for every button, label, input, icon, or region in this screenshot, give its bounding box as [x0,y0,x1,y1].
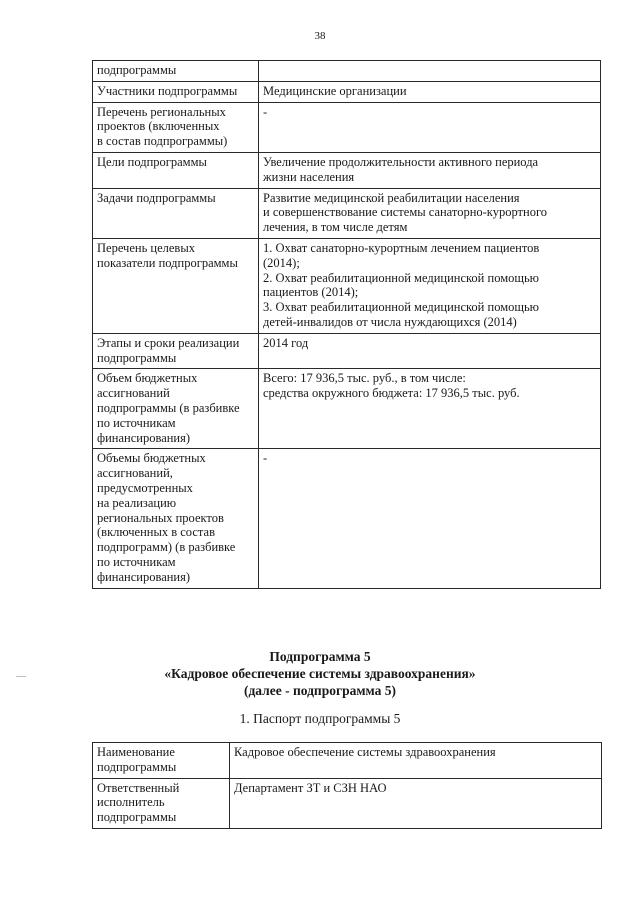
label-text-line: в состав подпрограммы) [97,134,228,149]
row-value-cell [259,188,601,238]
row-value-cell [259,81,601,102]
row-label-cell [93,333,259,369]
passport-title: 1. Паспорт подпрограммы 5 [239,711,401,726]
row-value-cell [230,778,602,828]
label-text-line: Перечень целевых [97,240,195,255]
value-text-line: Департамент ЗТ и СЗН НАО [234,780,387,795]
table-a-body [93,61,601,589]
label-text-line: по источникам [97,415,176,430]
row-label-cell [93,81,259,102]
row-label-cell [93,778,230,828]
heading-line: (далее - подпрограмма 5) [243,683,397,698]
value-text-line: средства окружного бюджета: 17 936,5 тыс. руб. [263,386,520,401]
table-row [93,333,601,369]
row-value-cell [259,102,601,152]
subprogram-5-passport-table [92,742,602,829]
row-value-cell [259,238,601,333]
label-text-line: подпрограмм) (в разбивке [97,540,236,555]
value-text-line [263,63,596,78]
label-text-line: Объем бюджетных [97,371,198,386]
value-text-line: 2. Охват реабилитационной медицинской помощью [263,270,540,285]
label-text-line: по источникам [97,554,176,569]
heading-line: Подпрограмма 5 [269,649,371,664]
value-text-line: детей-инвалидов от числа нуждающихся (2014) [263,314,517,329]
label-text-line: региональных проектов [97,510,224,525]
label-text-line: подпрограммы (в разбивке [97,400,240,415]
row-label-cell [93,238,259,333]
row-value-cell [259,449,601,588]
table-row [93,449,601,588]
row-value-cell [259,152,601,188]
label-text-line: Перечень региональных [97,104,226,119]
value-text-line: (2014); [263,255,300,270]
label-text-line: проектов (включенных [97,119,220,134]
label-text-line: Задачи подпрограммы [97,190,216,205]
table-row [93,778,602,828]
value-text-line: 3. Охват реабилитационной медицинской помощью [263,300,540,315]
value-text-line: 1. Охват санаторно-курортным лечением пациентов [263,240,540,255]
row-label-cell [93,369,259,449]
table-row [93,102,601,152]
value-text-line: Развитие медицинской реабилитации населения [263,190,520,205]
label-text-line: Этапы и сроки реализации [97,335,240,350]
label-text-line: показатели подпрограммы [97,255,238,270]
value-text-line: и совершенствование системы санаторно-курортного [263,205,548,220]
subprogram-passport-table [92,60,601,589]
label-text-line: подпрограммы [97,350,177,365]
label-text-line: (включенных в состав [97,525,215,540]
table-row [93,188,601,238]
label-text-line: Участники подпрограммы [97,83,238,98]
value-text-line: 2014 год [263,335,309,350]
value-text-line: Кадровое обеспечение системы здравоохранения [234,745,496,759]
label-text-line: подпрограммы [97,810,177,825]
label-text-line: ассигнований, [97,466,173,481]
table-row [93,743,602,779]
label-text-line: исполнитель [97,795,165,810]
row-value-cell [259,369,601,449]
label-text-line: подпрограммы [97,759,177,774]
label-text-line: Наименование [97,745,175,759]
label-text-line: финансирования) [97,430,191,445]
table-row [93,81,601,102]
subprogram-5-heading [0,648,640,699]
table-row [93,61,601,82]
value-text-line: пациентов (2014); [263,285,359,300]
value-text-line: Увеличение продолжительности активного периода [263,154,539,169]
table-row [93,369,601,449]
label-text-line: финансирования) [97,569,191,584]
row-label-cell [93,61,259,82]
page-number: 38 [314,30,326,42]
table-row [93,238,601,333]
label-text-line: Цели подпрограммы [97,154,207,169]
label-text-line: Объемы бюджетных [97,451,206,466]
label-text-line: Ответственный [97,780,180,795]
row-label-cell [93,152,259,188]
label-text-line: предусмотренных [97,480,193,495]
table-b-body [93,743,602,829]
label-text-line: на реализацию [97,495,177,510]
value-text-line: - [263,104,268,119]
row-value-cell [259,333,601,369]
row-label-cell [93,743,230,779]
row-value-cell [230,743,602,779]
label-text-line: подпрограммы [97,63,177,77]
row-label-cell [93,102,259,152]
row-label-cell [93,188,259,238]
value-text-line: - [263,451,268,466]
value-text-line: Всего: 17 936,5 тыс. руб., в том числе: [263,371,466,386]
value-text-line: жизни населения [263,169,355,184]
row-label-cell [93,449,259,588]
label-text-line: ассигнований [97,386,170,401]
heading-line: «Кадровое обеспечение системы здравоохранения» [164,666,476,681]
row-value-cell [259,61,601,82]
value-text-line: лечения, в том числе детям [263,220,408,235]
table-row [93,152,601,188]
value-text-line: Медицинские организации [263,83,407,98]
